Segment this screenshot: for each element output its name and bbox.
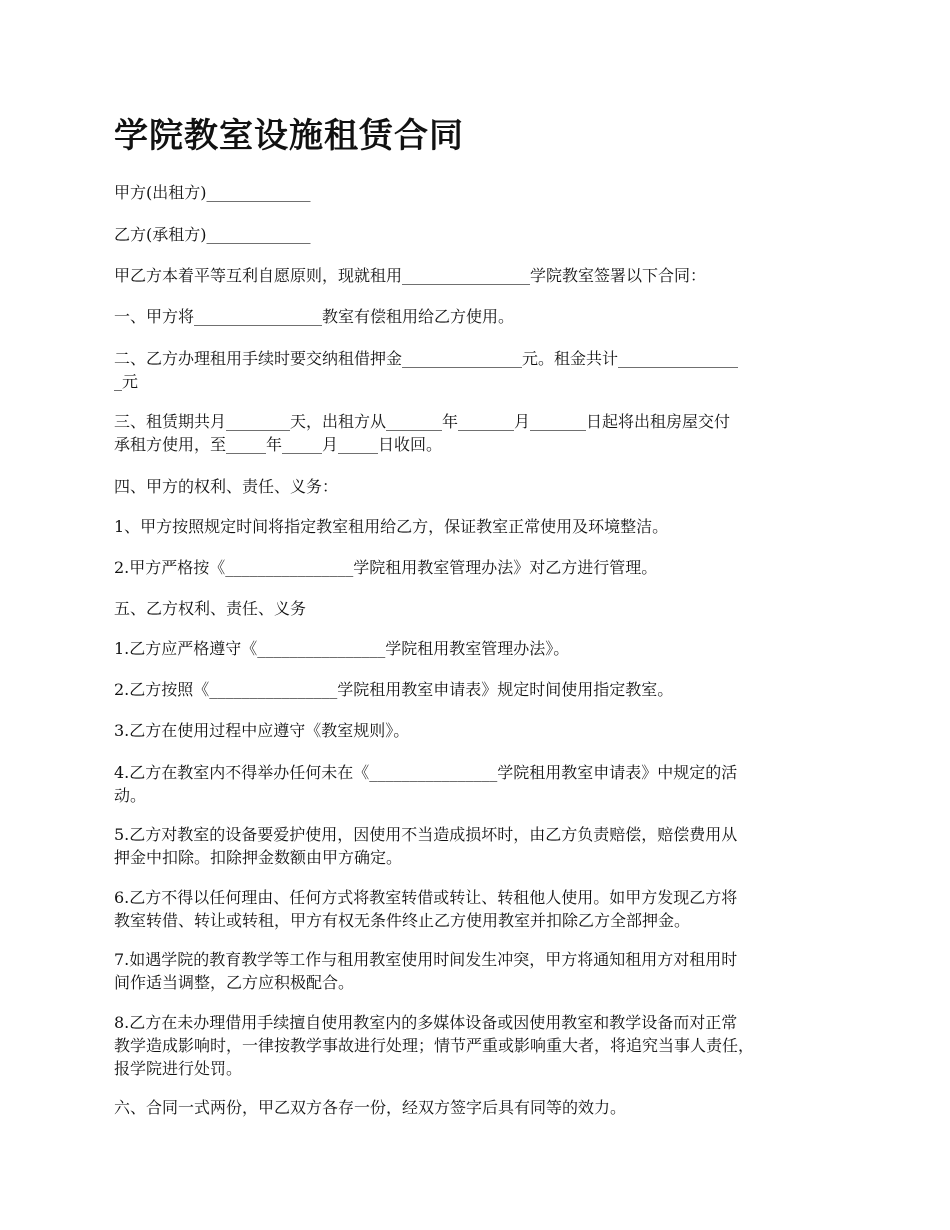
preamble-paragraph: 甲乙方本着平等互利自愿原则，现就租用________________学院教室签署以下合同： [114, 266, 707, 285]
party-b-item-1: 1.乙方应严格遵守《________________学院租用教室管理办法》。 [114, 639, 570, 658]
party-b-item-4: 4.乙方在教室内不得举办任何未在《________________学院租用教室申请表》中规定的活 动。 [114, 763, 738, 805]
clause-2-paragraph: 二、乙方办理租用手续时要交纳租借押金_______________元。租金共计_______________ _元 [114, 349, 739, 391]
party-b-item-2: 2.乙方按照《________________学院租用教室申请表》规定时间使用指定教室。 [114, 680, 674, 699]
party-b-item-5: 5.乙方对教室的设备要爱护使用，因使用不当造成损坏时，由乙方负责赔偿，赔偿费用从 押金中扣除。扣除押金数额由甲方确定。 [114, 825, 738, 867]
party-a-item-2: 2.甲方严格按《________________学院租用教室管理办法》对乙方进行管理。 [114, 558, 658, 577]
party-b-line: 乙方(承租方)_____________ [114, 225, 311, 244]
section-6-paragraph: 六、合同一式两份，甲乙双方各存一份，经双方签字后具有同等的效力。 [114, 1098, 627, 1117]
party-b-item-3: 3.乙方在使用过程中应遵守《教室规则》。 [114, 721, 410, 740]
party-a-line: 甲方(出租方)_____________ [114, 183, 311, 202]
section-4-heading: 四、甲方的权利、责任、义务： [114, 477, 339, 496]
party-a-item-1: 1、甲方按照规定时间将指定教室租用给乙方，保证教室正常使用及环境整洁。 [114, 517, 669, 536]
clause-3-paragraph: 三、租赁期共月________天，出租方从_______年_______月_______日起将出租房屋交付 承租方使用，至_____年_____月_____日收回。 [114, 412, 731, 454]
clause-1-paragraph: 一、甲方将________________教室有偿租用给乙方使用。 [114, 307, 515, 326]
document-title: 学院教室设施租赁合同 [114, 116, 464, 156]
party-b-item-7: 7.如遇学院的教育教学等工作与租用教室使用时间发生冲突，甲方将通知租用方对租用时 间作适当调整，乙方应积极配合。 [114, 950, 738, 992]
party-b-item-6: 6.乙方不得以任何理由、任何方式将教室转借或转让、转租他人使用。如甲方发现乙方将 教室转借、转让或转租，甲方有权无条件终止乙方使用教室并扣除乙方全部押金。 [114, 888, 738, 930]
party-b-item-8: 8.乙方在未办理借用手续擅自使用教室内的多媒体设备或因使用教室和教学设备而对正常 教学造成影响时，一律按教学事故进行处理；情节严重或影响重大者，将追究当事人责任， 报学院进行处罚。 [114, 1013, 755, 1078]
section-5-heading: 五、乙方权利、责任、义务 [114, 599, 307, 618]
